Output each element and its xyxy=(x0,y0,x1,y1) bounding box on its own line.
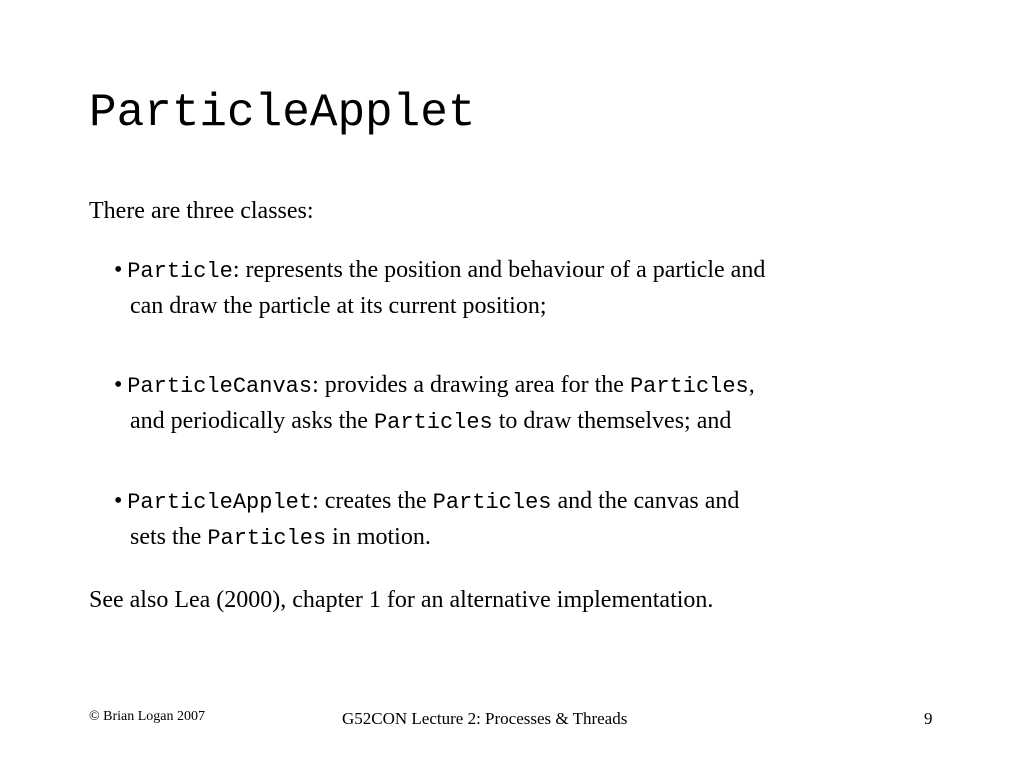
bullet-line xyxy=(114,253,954,289)
bullet-line-continued xyxy=(114,404,954,440)
code-particles: Particles xyxy=(207,526,327,551)
bullet-text: and the canvas and xyxy=(551,488,740,514)
footer-course-title: G52CON Lecture 2: Processes & Threads xyxy=(342,709,628,728)
bullet-text: : provides a drawing area for the xyxy=(312,372,630,398)
bullet-item-particle-applet xyxy=(114,484,954,556)
code-particle: Particle xyxy=(127,259,233,284)
bullet-line xyxy=(114,368,954,404)
bullet-item-particle-canvas xyxy=(114,368,954,440)
code-particles: Particles xyxy=(432,490,552,515)
bullet-line-continued xyxy=(114,520,954,556)
code-particle-applet: ParticleApplet xyxy=(127,490,313,515)
see-also-text: See also Lea (2000), chapter 1 for an alternative implementation. xyxy=(89,587,714,613)
bullet-text: in motion. xyxy=(326,524,431,550)
bullet-text: can draw the particle at its current position; xyxy=(130,293,547,319)
footer-copyright: © Brian Logan 2007 xyxy=(89,709,206,724)
code-particles: Particles xyxy=(629,374,749,399)
bullet-marker: • xyxy=(114,488,123,514)
bullet-text: : represents the position and behaviour of a particle and xyxy=(232,257,766,283)
bullet-line xyxy=(114,484,954,520)
bullet-marker: • xyxy=(114,257,123,283)
code-particles: Particles xyxy=(373,410,493,435)
bullet-text: to draw themselves; and xyxy=(492,408,732,434)
bullet-text: and periodically asks the xyxy=(130,408,374,434)
slide-title: ParticleApplet xyxy=(89,87,476,139)
code-particle-canvas: ParticleCanvas xyxy=(127,374,313,399)
bullet-marker: • xyxy=(114,372,123,398)
bullet-item-particle xyxy=(114,253,954,323)
bullet-text: : creates the xyxy=(312,488,433,514)
bullet-text: , xyxy=(748,372,755,398)
footer-page-number: 9 xyxy=(924,709,933,728)
bullet-text: sets the xyxy=(130,524,208,550)
intro-text: There are three classes: xyxy=(89,198,314,224)
bullet-line-continued xyxy=(114,289,954,323)
